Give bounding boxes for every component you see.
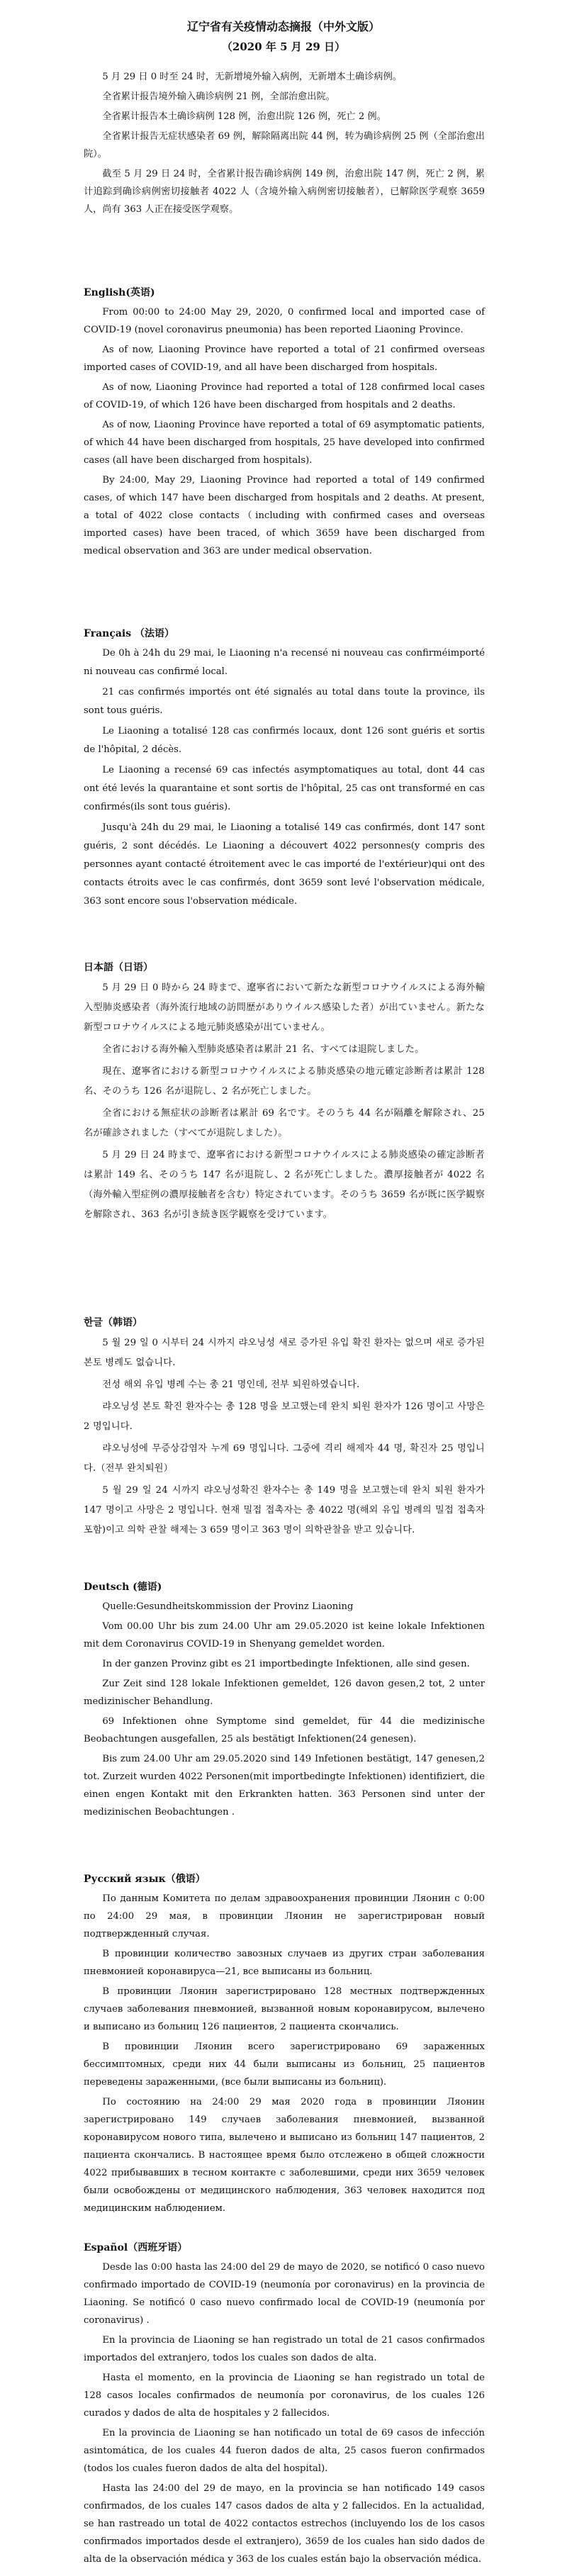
document-title: 辽宁省有关疫情动态摘报（中外文版） (186, 20, 380, 33)
paragraph: By 24:00, May 29, Liaoning Province had reported a total of 149 confirmed cases, of which 147 have been discharged from hospitals and 2 deaths. At present, a total of 4022 close contacts（including with confirmed cases and overseas imported cases) have been traced, of which 3659 have been discharged from medical observation and 363 are under medical observation. (84, 475, 485, 556)
paragraph: 全省累计报告无症状感染者 69 例，解除隔离出院 44 例，转为确诊病例 25 例（全部治愈出院）。 (84, 131, 485, 159)
paragraph: En la provincia de Liaoning se han registrado un total de 21 casos confirmados importados del extranjero, todos los cuales son dados de alta. (84, 2335, 485, 2363)
paragraph: 5 월 29 일 0 시부터 24 시까지 랴오닝성 새로 증가된 유입 확진 환자는 없으며 새로 증가된 본토 병례도 없습니다. (84, 1338, 485, 1368)
paragraph: В провинции Ляонин зарегистрировано 128 местных подтвержденных случаев заболевания пневмонией, вызванной новым коронавирусом, вылечено и выписано из больниц 126 пациентов, 2 пациента скончались. (84, 1986, 485, 2032)
paragraph: 전성 해외 유입 병례 수는 총 21 명인데, 전부 퇴원하였습니다. (102, 1379, 360, 1390)
paragraph: Le Liaoning a totalisé 128 cas confirmés locaux, dont 126 sont guéris et sortis de l'hôpital, 2 décès. (84, 726, 485, 755)
paragraph: 랴오닝성 본토 확진 환자수는 총 128 명을 보고했는데 완치 퇴원 환자가 126 명이고 사망은 2 명입니다. (84, 1401, 485, 1432)
section-spanish (84, 2240, 485, 2570)
paragraph: Desde las 0:00 hasta las 24:00 del 29 de mayo de 2020, se notificó 0 caso nuevo confirmado importado de COVID-19 (neumonía por coronavirus) en la provincia de Liaoning. Se notificó 0 caso nuevo confirmado local de COVID-19 (neumonía por coronavirus) . (84, 2262, 485, 2326)
section-korean (84, 1315, 485, 1542)
section-title: Français （法语） (84, 628, 174, 639)
paragraph: В провинции Ляонин всего зарегистрировано 69 зараженных бессимптомных, среди них 44 были выписаны из больниц, 25 пациентов переведены зараженными, (все были выписаны из больниц). (84, 2042, 485, 2088)
paragraph: Bis zum 24.00 Uhr am 29.05.2020 sind 149 Infetionen bestätigt, 147 genesen,2 tot. Zurzeit wurden 4022 Personen(mit importbedingte Infektionen) identifiziert, die einen engen Kontakt mit den Erkrankten hatten. 363 Personen sind unter der medizinischen Beobachtungen . (84, 1754, 485, 1818)
paragraph: As of now, Liaoning Province have reported a total of 69 asymptomatic patients, of which 44 have been discharged from hospitals, 25 have developed into confirmed cases (all have been discharged from hospitals). (84, 420, 485, 466)
paragraph: As of now, Liaoning Province had reported a total of 128 confirmed local cases of COVID-19, of which 126 have been discharged from hospitals and 2 deaths. (84, 382, 485, 410)
paragraph: From 00:00 to 24:00 May 29, 2020, 0 confirmed local and imported case of COVID-19 (novel coronavirus pneumonia) has been reported Liaoning Province. (84, 307, 485, 335)
paragraph: 69 Infektionen ohne Symptome sind gemeldet, für 44 die medizinische Beobachtungen ausgefallen, 25 als bestätigt Infektionen(24 genesen). (84, 1716, 485, 1745)
paragraph: Jusqu'à 24h du 29 mai, le Liaoning a totalisé 149 cas confirmés, dont 147 sont guéris, 2 sont décédés. Le Liaoning a découvert 4022 personnes(y compris des personnes ayant contacté étroitement avec le cas importé de l'extérieur)qui ont des contacts étroits avec le cas confirmés, dont 3659 sont levé l'observation médicale, 363 sont encore sous l'observation médicale. (84, 822, 485, 907)
paragraph: 全省における海外輸入型肺炎感染者は累計 21 名、すべては退院しました。 (102, 1044, 425, 1055)
section-french (84, 626, 485, 913)
paragraph: 5 月 29 日 24 時まで、遼寧省における新型コロナウイルスによる肺炎感染の確定診断者は累計 149 名、そのうち 147 名が退院し、2 名が死亡しました。濃厚接触者が 4022 名（海外輸入型症例の濃厚接触者を含む）特定されています。そのうち 3659 名が既に医学観察を解除され、363 名が引き続き医学観察を受けています。 (84, 1150, 485, 1220)
paragraph: 全省累计报告境外输入确诊病例 21 例，全部治愈出院。 (102, 91, 335, 102)
paragraph: In der ganzen Provinz gibt es 21 importbedingte Infektionen, alle sind gesen. (102, 1659, 470, 1669)
paragraph: 現在、遼寧省における新型コロナウイルスによる肺炎感染の地元確定診断者は累計 128 名、そのうち 126 名が退院し、2 名が死亡しました。 (84, 1066, 485, 1097)
section-chinese (84, 68, 485, 220)
paragraph: As of now, Liaoning Province have reported a total of 21 confirmed overseas imported cases of COVID-19, and all have been discharged from hospitals. (84, 345, 485, 373)
paragraph: В провинции количество завозных случаев из других стран заболевания пневмонией коронавируса—21, все выписаны из больниц. (84, 1949, 485, 1977)
paragraph: De 0h à 24h du 29 mai, le Liaoning n'a recensé ni nouveau cas confirméimporté ni nouveau cas confirmé local. (84, 648, 485, 677)
document-header (0, 0, 567, 55)
paragraph: Vom 00.00 Uhr bis zum 24.00 Uhr am 29.05.2020 ist keine lokale Infektionen mit dem Coronavirus COVID-19 in Shenyang gemeldet worden. (84, 1621, 485, 1650)
paragraph: Zur Zeit sind 128 lokale Infektionen gemeldet, 126 davon gesen,2 tot, 2 unter medizinischer Behandlung. (84, 1679, 485, 1707)
paragraph: Quelle:Gesundheitskommission der Provinz Liaoning (102, 1601, 354, 1612)
section-title: Deutsch (德语) (84, 1581, 162, 1593)
section-english (84, 285, 485, 562)
section-title: Español（西班牙语） (84, 2242, 188, 2253)
section-title: Русский язык（俄语） (84, 1874, 206, 1885)
paragraph: 21 cas confirmés importés ont été signalés au total dans toute la province, ils sont tous guéris. (84, 687, 485, 716)
section-german (84, 1579, 485, 1823)
section-title: English(英语) (84, 287, 155, 298)
section-japanese (84, 960, 485, 1227)
paragraph: 랴오닝성에 무증상감염자 누계 69 명입니다. 그중에 격리 해제자 44 명, 확진자 25 명입니다.（전부 완치퇴원） (84, 1443, 485, 1474)
paragraph: Le Liaoning a recensé 69 cas infectés asymptomatiques au total, dont 44 cas ont été levés la quarantaine et sont sortis de l'hôpital, 25 cas ont transformé en cas confirmés(ils sont tous guéris). (84, 765, 485, 812)
paragraph: 5 月 29 日 0 時から 24 時まで、遼寧省において新たな新型コロナウイルスによる海外輸入型肺炎感染者（海外流行地域の訪問歴がありウイルス感染した者）が出ていません。新たな新型コロナウイルスによる地元肺炎感染が出ていません。 (84, 982, 485, 1033)
paragraph: 5 월 29 일 24 시까지 랴오닝성확진 환자수는 총 149 명을 보고했는데 완치 퇴원 환자가 147 명이고 사망은 2 명입니다. 현재 밀접 접촉자는 총 4022 명(해외 유입 병례의 밀접 접촉자 포함)이고 의학 관찰 해제는 3 659 명이고 363 명이 의학관찰을 받고 있습니다. (84, 1485, 485, 1535)
section-title: 日本語（日语） (84, 962, 153, 973)
section-russian (84, 1871, 485, 2219)
document-date: （2020 年 5 月 29 日） (221, 40, 346, 53)
paragraph: 全省における無症状の診断者は累計 69 名です。そのうち 44 名が隔離を解除され、25 名が確診されました（すべてが退院しました）。 (84, 1108, 485, 1138)
paragraph: По состоянию на 24:00 29 мая 2020 года в провинции Ляонин зарегистрировано 149 случаев заболевания пневмонией, вызванной коронавирусом нового типа, вылечено и выписано из больниц 147 пациентов, 2 пациента скончались. В настоящее время было отслежено в общей сложности 4022 прибывавших в тесном контакте с заболевшими, среди них 3659 человек были освобождены от медицинского наблюдения, 363 человек находится под медицинским наблюдением. (84, 2097, 485, 2214)
section-title: 한글（韩语） (84, 1317, 143, 1328)
paragraph: Hasta el momento, en la provincia de Liaoning se han registrado un total de 128 casos locales confirmados de neumonía por coronavirus, de los cuales 126 curados y dados de alta de hospitales y 2 fallecidos. (84, 2373, 485, 2419)
paragraph: 全省累计报告本土确诊病例 128 例，治愈出院 126 例，死亡 2 例。 (102, 111, 386, 122)
paragraph: 5 月 29 日 0 时至 24 时，无新增境外输入病例，无新增本土确诊病例。 (102, 72, 402, 82)
paragraph: По данным Комитета по делам здравоохранения провинции Ляонин с 0:00 по 24:00 29 мая, в провинции Ляонин не зарегистрирован новый подтвержденный случая. (84, 1893, 485, 1939)
paragraph: 截至 5 月 29 日 24 时，全省累计报告确诊病例 149 例，治愈出院 147 例，死亡 2 例，累计追踪到确诊病例密切接触者 4022 人（含境外输入病例密切接触者），已解除医学观察 3659 人，尚有 363 人正在接受医学观察。 (84, 169, 485, 215)
paragraph: Hasta las 24:00 del 29 de mayo, en la provincia se han notificado 149 casos confirmados, de los cuales 147 casos dados de alta y 2 fallecidos. En la actualidad, se han rastreado un total de 4022 contactos estrechos (incluyendo los de los casos confirmados importados desde el extranjero), 3659 de los cuales han sido dados de alta de la observación médica y 363 de los cuales están bajo la observación médica. (84, 2483, 485, 2565)
paragraph: En la provincia de Liaoning se han notificado un total de 69 casos de infección asintomática, de los cuales 44 fueron dados de alta, 25 casos fueron confirmados (todos los cuales fueron dados de alta del hospital). (84, 2428, 485, 2474)
